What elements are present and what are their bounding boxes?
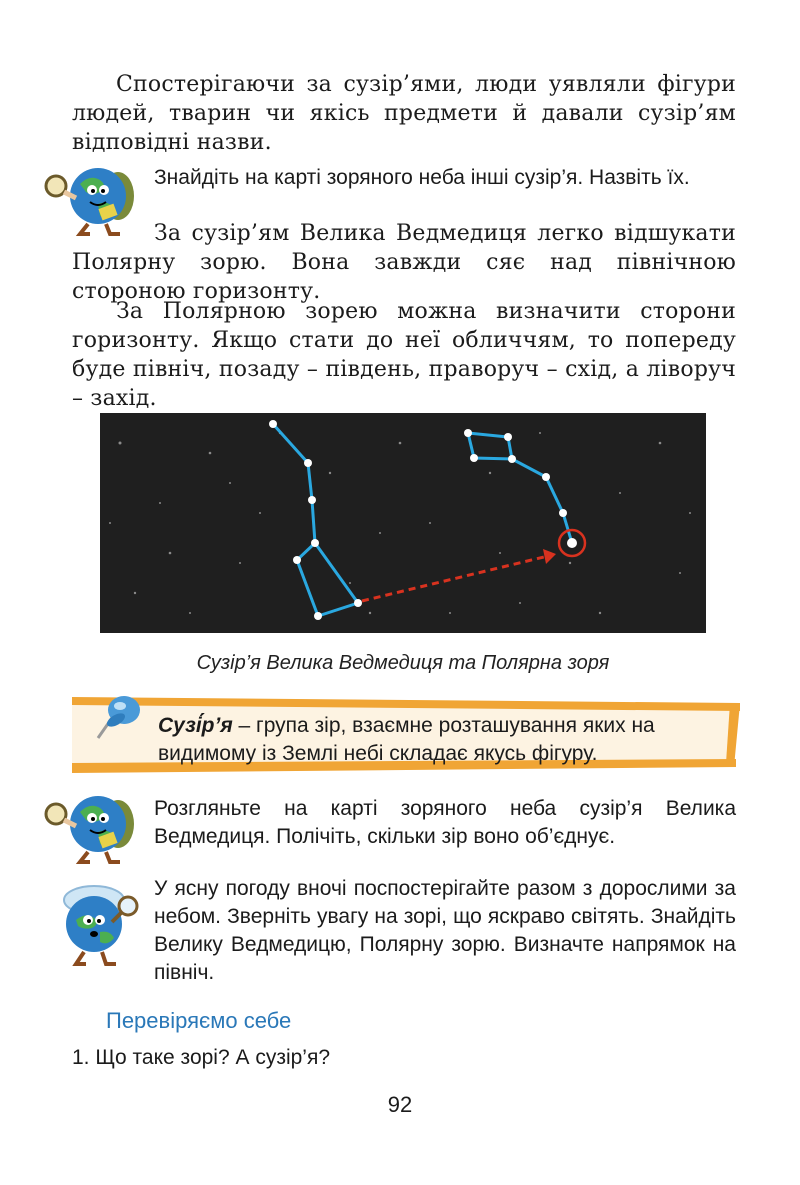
paragraph-big-dipper: [72, 219, 736, 306]
review-heading: Перевіряємо себе: [106, 1008, 292, 1033]
constellation-diagram: [100, 413, 706, 633]
paragraph-horizon-sides: За Полярною зорею можна визначити сторони горизонту. Якщо стати до неї обличчям, то попереду буде північ, позаду – південь, праворуч – схід, а ліворуч – захід.: [72, 299, 736, 411]
pointer-arrow: [362, 556, 548, 601]
pointer-arrow-head: [543, 549, 556, 564]
definition-body: – група зір, взаємне розташування яких на видимому із Землі небі складає якусь фігуру.: [158, 714, 655, 765]
little-dipper-stars: [464, 429, 577, 548]
task-observe-sky: У ясну погоду вночі поспостерігайте разом з дорослими за небом. Зверніть увагу на зорі, що яскраво світять. Знайдіть Велику Ведмедицю, Полярну зорю. Визначте напрямок на північ.: [154, 877, 736, 984]
definition-term: Сузі́р’я: [158, 714, 233, 737]
page-number: 92: [387, 1092, 413, 1117]
figure-caption: Сузір’я Велика Ведмедиця та Полярна зоря: [196, 652, 610, 674]
definition-text: [158, 712, 728, 768]
pushpin-icon: [90, 690, 148, 748]
globe-explorer-mascot-icon: [44, 880, 148, 972]
review-question-1: 1. Що таке зорі? А сузір’я?: [72, 1046, 331, 1069]
star-map-figure: [100, 413, 706, 633]
globe-mascot-icon: [40, 788, 148, 870]
task-find-constellations: Знайдіть на карті зоряного неба інші сузір’я. Назвіть їх.: [154, 166, 690, 189]
intro-paragraph: Спостерігаючи за сузір’ями, люди уявляли фігури людей, тварин чи якісь предмети й давали сузір’ям відповідні назви.: [72, 72, 736, 155]
task-count-stars: Розгляньте на карті зоряного неба сузір’я Велика Ведмедиця. Полічіть, скільки зір воно об’єднує.: [154, 797, 736, 848]
big-dipper-lines: [273, 424, 358, 616]
paragraph-big-dipper-text: За сузір’ям Велика Ведмедиця легко відшукати Полярну зорю. Вона завжди сяє над північною стороною горизонту.: [72, 221, 736, 304]
little-dipper-handle: [512, 459, 572, 543]
